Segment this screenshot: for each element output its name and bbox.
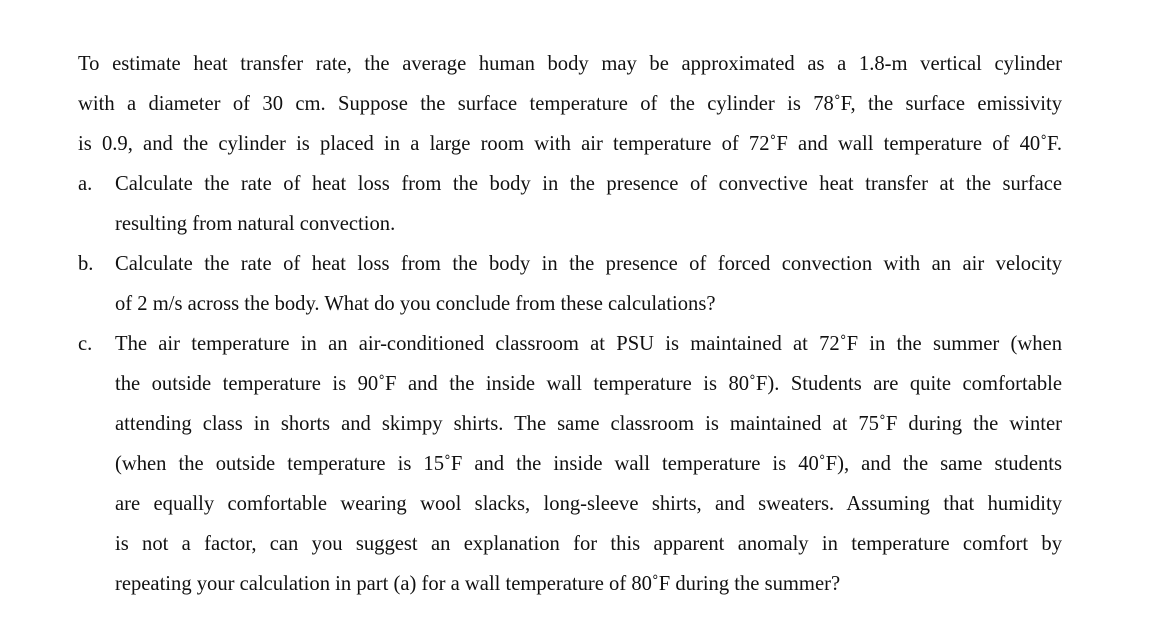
item-marker: c. bbox=[78, 333, 93, 355]
item-marker: a. bbox=[78, 173, 93, 195]
item-line: attending class in shorts and skimpy shirts. The same classroom is maintained at 75˚F during the winter bbox=[115, 413, 1062, 435]
question-item-c bbox=[78, 324, 1062, 604]
item-line: of 2 m/s across the body. What do you conclude from these calculations? bbox=[115, 293, 716, 315]
item-line: resulting from natural convection. bbox=[115, 213, 396, 235]
item-line: The air temperature in an air-conditioned classroom at PSU is maintained at 72˚F in the summer (when bbox=[115, 333, 1062, 355]
item-line: are equally comfortable wearing wool slacks, long-sleeve shirts, and sweaters. Assuming that humidity bbox=[115, 493, 1062, 515]
item-line: Calculate the rate of heat loss from the body in the presence of forced convection with an air velocity bbox=[115, 253, 1062, 275]
problem-intro bbox=[78, 44, 1062, 164]
intro-line: with a diameter of 30 cm. Suppose the surface temperature of the cylinder is 78˚F, the surface emissivity bbox=[78, 93, 1062, 115]
item-marker: b. bbox=[78, 253, 94, 275]
item-line: Calculate the rate of heat loss from the body in the presence of convective heat transfer at the surface bbox=[115, 173, 1062, 195]
item-line: (when the outside temperature is 15˚F and the inside wall temperature is 40˚F), and the same students bbox=[115, 453, 1062, 475]
question-item-b bbox=[78, 244, 1062, 324]
problem-document bbox=[78, 44, 1062, 604]
item-line: is not a factor, can you suggest an explanation for this apparent anomaly in temperature comfort by bbox=[115, 533, 1062, 555]
item-line: repeating your calculation in part (a) for a wall temperature of 80˚F during the summer? bbox=[115, 573, 841, 595]
intro-line: is 0.9, and the cylinder is placed in a large room with air temperature of 72˚F and wall temperature of 40˚F. bbox=[78, 133, 1062, 155]
item-line: the outside temperature is 90˚F and the inside wall temperature is 80˚F). Students are quite comfortable bbox=[115, 373, 1062, 395]
question-item-a bbox=[78, 164, 1062, 244]
intro-line: To estimate heat transfer rate, the average human body may be approximated as a 1.8-m vertical cylinder bbox=[78, 53, 1062, 75]
